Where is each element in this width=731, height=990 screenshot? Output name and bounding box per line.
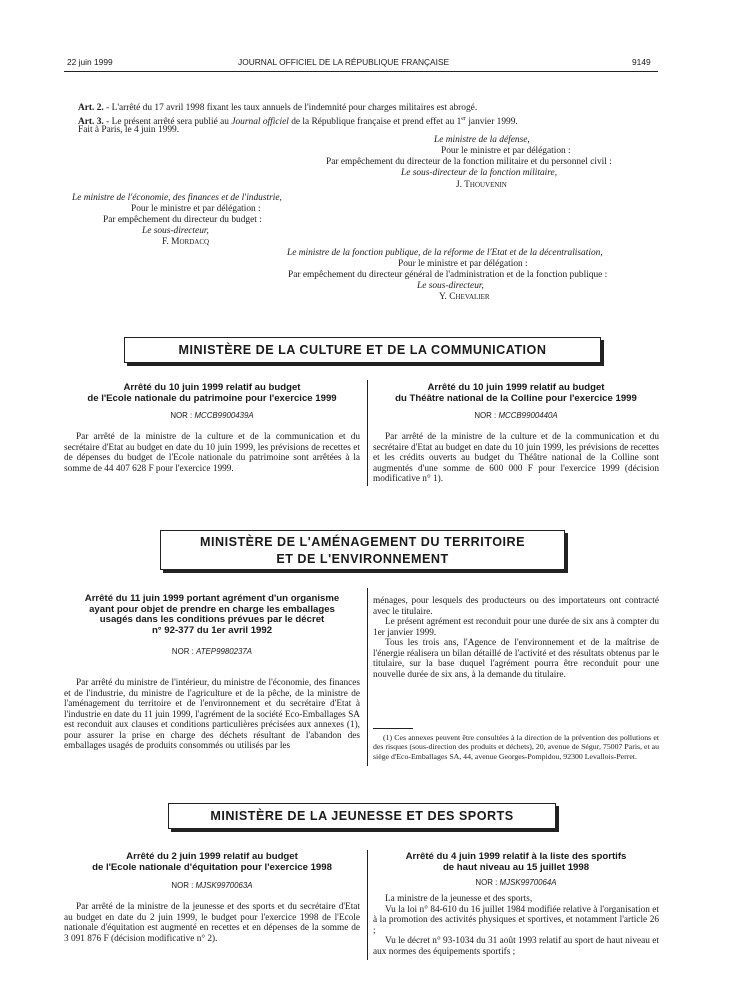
text-emballages: Par arrêté du ministre de l'intérieur, du ministre de l'économie, des finances et de l'industrie, du ministre de l'agriculture et de la pêche, de la ministre de l'aménagement du territoire et de l'environnement et du secrétaire d'Etat à l'industrie en date du 11 juin 1999, l'agrément de la société Eco-Emballages SA est reconduit aux clauses et conditions particulières précisées aux annexes (1), pour assurer la prise en charge des déchets résultant de l'abandon des emballages usagés de produits consommés ou utilisés par les: [64, 678, 360, 751]
article-2-text: - L'arrêté du 17 avril 1998 fixant les taux annuels de l'indemnité pour charges militaires est abrogé.: [103, 103, 478, 113]
article-2-label: Art. 2.: [78, 103, 104, 113]
section-title-jeunesse: MINISTÈRE DE LA JEUNESSE ET DES SPORTS: [168, 803, 556, 829]
column-separator: [367, 588, 368, 766]
section-title-culture: MINISTÈRE DE LA CULTURE ET DE LA COMMUNICATION: [124, 337, 601, 363]
footnote-annexes: (1) Ces annexes peuvent être consultées à la direction de la prévention des pollutions et des risques (sous-direction des produits et déchets), 20, avenue de Ségur, 75007 Paris, et au siège d'Eco-Emballages SA, 44, avenue Georges-Pompidou, 92300 Levallois-Perret.: [373, 733, 659, 761]
arrete-heading-equitation: Arrêté du 2 juin 1999 relatif au budget de l'Ecole nationale d'équitation pour l'exercice 1998: [92, 851, 332, 873]
article-2: [78, 103, 477, 114]
text-sportifs: La ministre de la jeunesse et des sports, Vu la loi n° 84-610 du 16 juillet 1984 modifiée relative à l'organisation et à la promotion des activités physiques et sportives, et notamment l'article 26 ; Vu le décret n° 93-1034 du 31 août 1993 relatif au sport de haut niveau et aux normes des équipements sportifs ;: [373, 894, 659, 957]
footnote-rule: [373, 728, 413, 729]
fait-a-paris: Fait à Paris, le 4 juin 1999.: [78, 125, 180, 135]
arrete-heading-sportifs: Arrêté du 4 juin 1999 relatif à la liste des sportifs de haut niveau au 15 juillet 1998: [405, 851, 627, 873]
header-page-number: 9149: [632, 57, 651, 67]
nor-emballages: NOR : ATEP9980237A: [171, 647, 253, 656]
section-title-amenagement: MINISTÈRE DE L'AMÉNAGEMENT DU TERRITOIRE ET DE L'ENVIRONNEMENT: [160, 530, 565, 570]
arrete-heading-colline: Arrêté du 10 juin 1999 relatif au budget du Théâtre national de la Colline pour l'exercice 1999: [395, 382, 637, 404]
header-rule: [64, 71, 658, 72]
text-patrimoine: Par arrêté de la ministre de la culture et de la communication et du secrétaire d'Etat au budget en date du 10 juin 1999, les prévisions de recettes et de dépenses du budget de l'Ecole nationale du patrimoine sont arrêtées à la somme de 44 407 628 F pour l'exercice 1999.: [64, 432, 360, 474]
nor-sportifs: NOR : MJSK9970064A: [475, 878, 557, 887]
article-3: Art. 3. - Le présent arrêté sera publié au Journal officiel de la République française et prend effet au 1er janvier 1999.: [78, 116, 518, 128]
nor-patrimoine: NOR : MCCB9900439A: [170, 411, 254, 420]
column-separator: [367, 850, 368, 960]
header-date: 22 juin 1999: [67, 57, 113, 67]
header-journal-title: JOURNAL OFFICIEL DE LA RÉPUBLIQUE FRANÇAISE: [238, 57, 450, 67]
arrete-heading-patrimoine: Arrêté du 10 juin 1999 relatif au budget de l'Ecole nationale du patrimoine pour l'exercice 1999: [87, 382, 337, 404]
nor-equitation: NOR : MJSK9970063A: [171, 881, 253, 890]
nor-colline: NOR : MCCB9900440A: [474, 411, 558, 420]
article-3-label: Art. 3.: [78, 117, 104, 128]
text-colline: Par arrêté de la ministre de la culture et de la communication et du secrétaire d'Etat au budget en date du 10 juin 1999, les prévisions de recettes et les crédits ouverts au budget du Théâtre national de la Colline sont augmentés d'une somme de 600 000 F pour l'exercice 1999 (décision modificative n° 1).: [373, 432, 659, 484]
text-emballages-continued: ménages, pour lesquels des producteurs ou des importateurs ont contracté avec le titulaire. Le présent agrément est reconduit pour une durée de six ans à compter du 1er janvier 1999. Tous les trois ans, l'Agence de l'environnement et de la maîtrise de l'énergie réalisera un bilan détaillé de l'activité et des résultats obtenus par le titulaire, sur la base duquel l'agrément pourra être reconduit pour une nouvelle durée de six ans, à la demande du titulaire.: [373, 596, 659, 680]
text-equitation: Par arrêté de la ministre de la jeunesse et des sports et du secrétaire d'Etat au budget en date du 2 juin 1999, le budget pour l'exercice 1998 de l'Ecole nationale d'équitation est augmenté en recettes et en dépenses de la somme de 3 091 876 F (décision modificative n° 2).: [64, 902, 360, 944]
arrete-heading-emballages: Arrêté du 11 juin 1999 portant agrément d'un organisme ayant pour objet de prendre en charge les emballages usagés dans les conditions prévues par le décret n° 92-377 du 1er avril 1992: [84, 593, 340, 636]
column-separator: [367, 380, 368, 486]
